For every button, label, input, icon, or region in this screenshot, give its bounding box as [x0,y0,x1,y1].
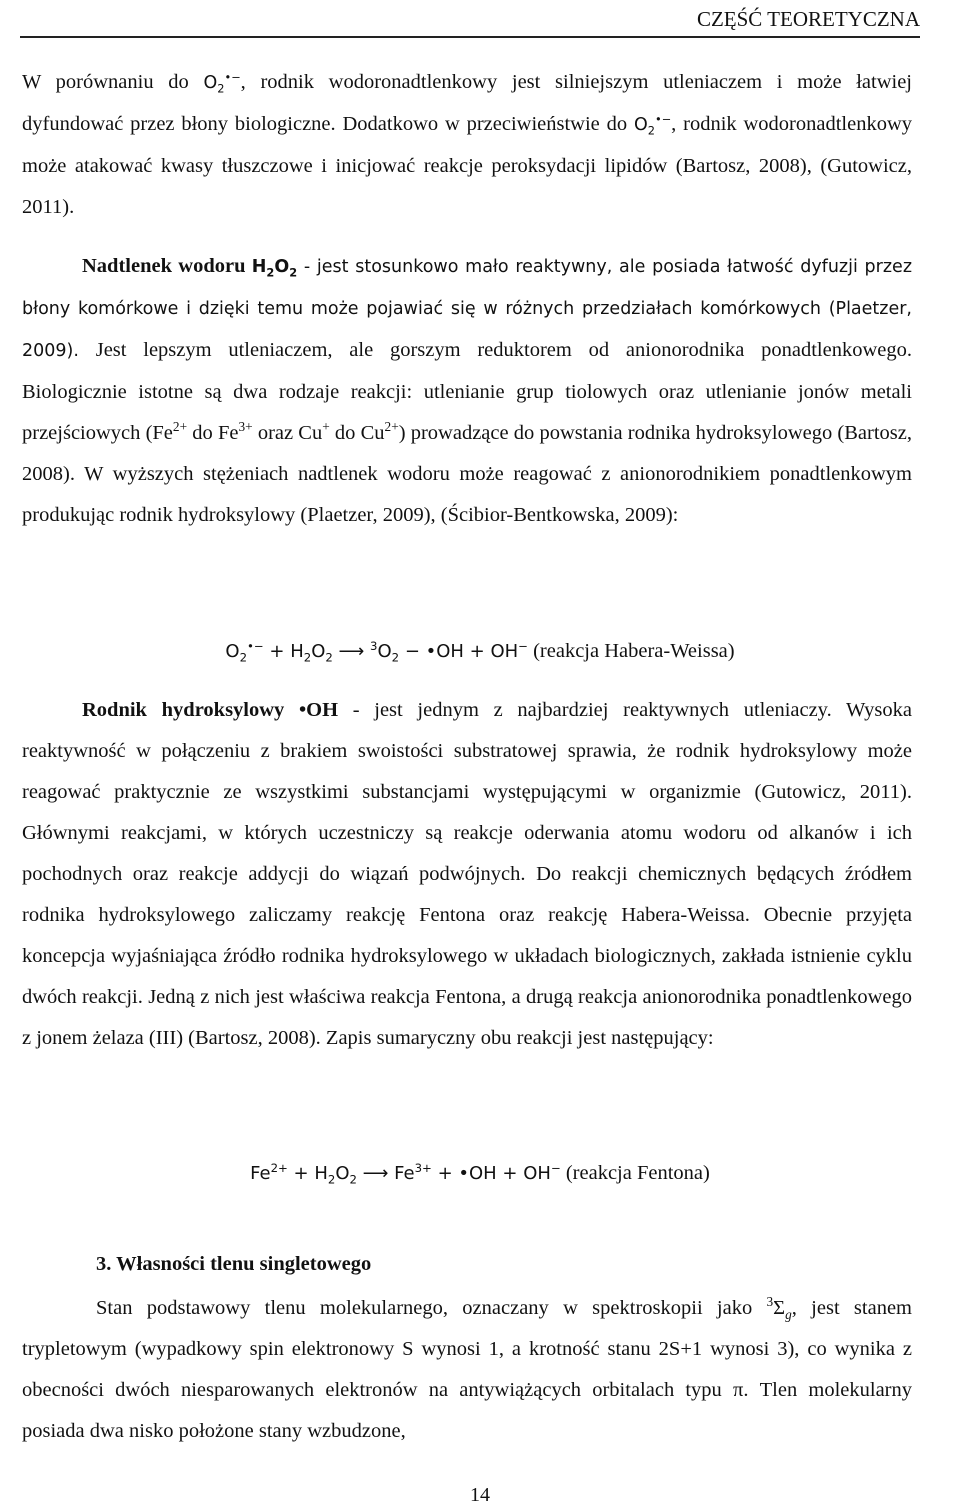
equation-haber-weiss: $O_2^{•-} + H_2O_2$ ⟶ $^3O_2$ − •OH + OH− (reakcja Habera-Weissa) [225,639,735,665]
paragraph-hydrogen-peroxide: Nadtlenek wodoru $H_2O_2$ - jest stosunkowo mało reaktywny, ale posiada łatwość dyfuzji przez błony komórkowe i dzięki temu może pojawiać się w różnych przedziałach komórkowych (Plaetzer, 2009). Jest lepszym utleniaczem, ale gorszym reduktorem od anionorodnika ponadtlenkowego. Biologicznie istotne są dwa rodzaje reakcji: utlenianie grup tiolowych oraz utlenianie jonów metali przejściowych ($Fe^{2+}$ do $Fe^{3+}$ oraz Cu+ do $Cu^{2+}$) prowadzące do powstania rodnika hydroksylowego (Bartosz, 2008). W wyższych stężeniach nadtlenek wodoru może reagować z anionorodnikiem ponadtlenkowym produkując rodnik hydroksylowy (Plaetzer, 2009), (Ścibior-Bentkowska, 2009): [22,255,913,526]
paragraph-superoxide: W porównaniu do $O_2^{•-}$, rodnik wodoronadtlenkowy jest silniejszym utleniaczem i może łatwiej dyfundować przez błony biologiczne. Dodatkowo w przeciwieństwie do $O_2^{•-}$, rodnik wodoronadtlenkowy może atakować kwasy tłuszczowe i inicjować reakcje peroksydacji lipidów (Bartosz, 2008), (Gutowicz, 2011). [22,70,913,218]
page-number: 14 [470,1484,490,1506]
section-heading: 3. Własności tlenu singletowego [96,1253,372,1275]
page-header [20,6,920,38]
paragraph-singlet-oxygen: Stan podstawowy tlenu molekularnego, oznaczany w spektroskopii jako $^3\Sigma_g$, jest stanem trypletowym (wypadkowy spin elektronowy S wynosi 1, a krotność stanu 2S+1 wynosi 3), co wynika z obecności dwóch niesparowanych elektronów na antywiążących orbitalach typu π. Tlen molekularny posiada dwa nisko położone stany wzbudzone, [22,1294,912,1442]
paragraph-hydroxyl-radical: Rodnik hydroksylowy •OH - jest jednym z najbardziej reaktywnych utleniaczy. Wysoka reaktywność w połączeniu z brakiem swoistości substratowej sprawia, że rodnik hydroksylowy może reagować praktycznie ze wszystkimi substancjami występującymi w organizmie (Gutowicz, 2011). Głównymi reakcjami, w których uczestniczy są reakcje oderwania atomu wodoru od alkanów i ich pochodnych oraz reakcje addycji do wiązań podwójnych. Do reakcji chemicznych będących źródłem rodnika hydroksylowego zaliczamy reakcję Fentona oraz reakcję Habera-Weissa. Obecnie przyjęta koncepcja wyjaśniająca źródło rodnika hydroksylowego w układach biologicznych, zakłada istnienie cyklu dwóch reakcji. Jedną z nich jest właściwa reakcja Fentona, a drugą reakcja anionorodnika ponadtlenkowego z jonem żelaza (III) (Bartosz, 2008). Zapis sumaryczny obu reakcji jest następujący: [22,699,912,1049]
header-title: CZĘŚĆ TEORETYCZNA [696,7,920,31]
equation-fenton: $Fe^{2+} + H_2O_2$ ⟶ $Fe^{3+}$ + •OH + OH− (reakcja Fentona) [250,1161,710,1187]
